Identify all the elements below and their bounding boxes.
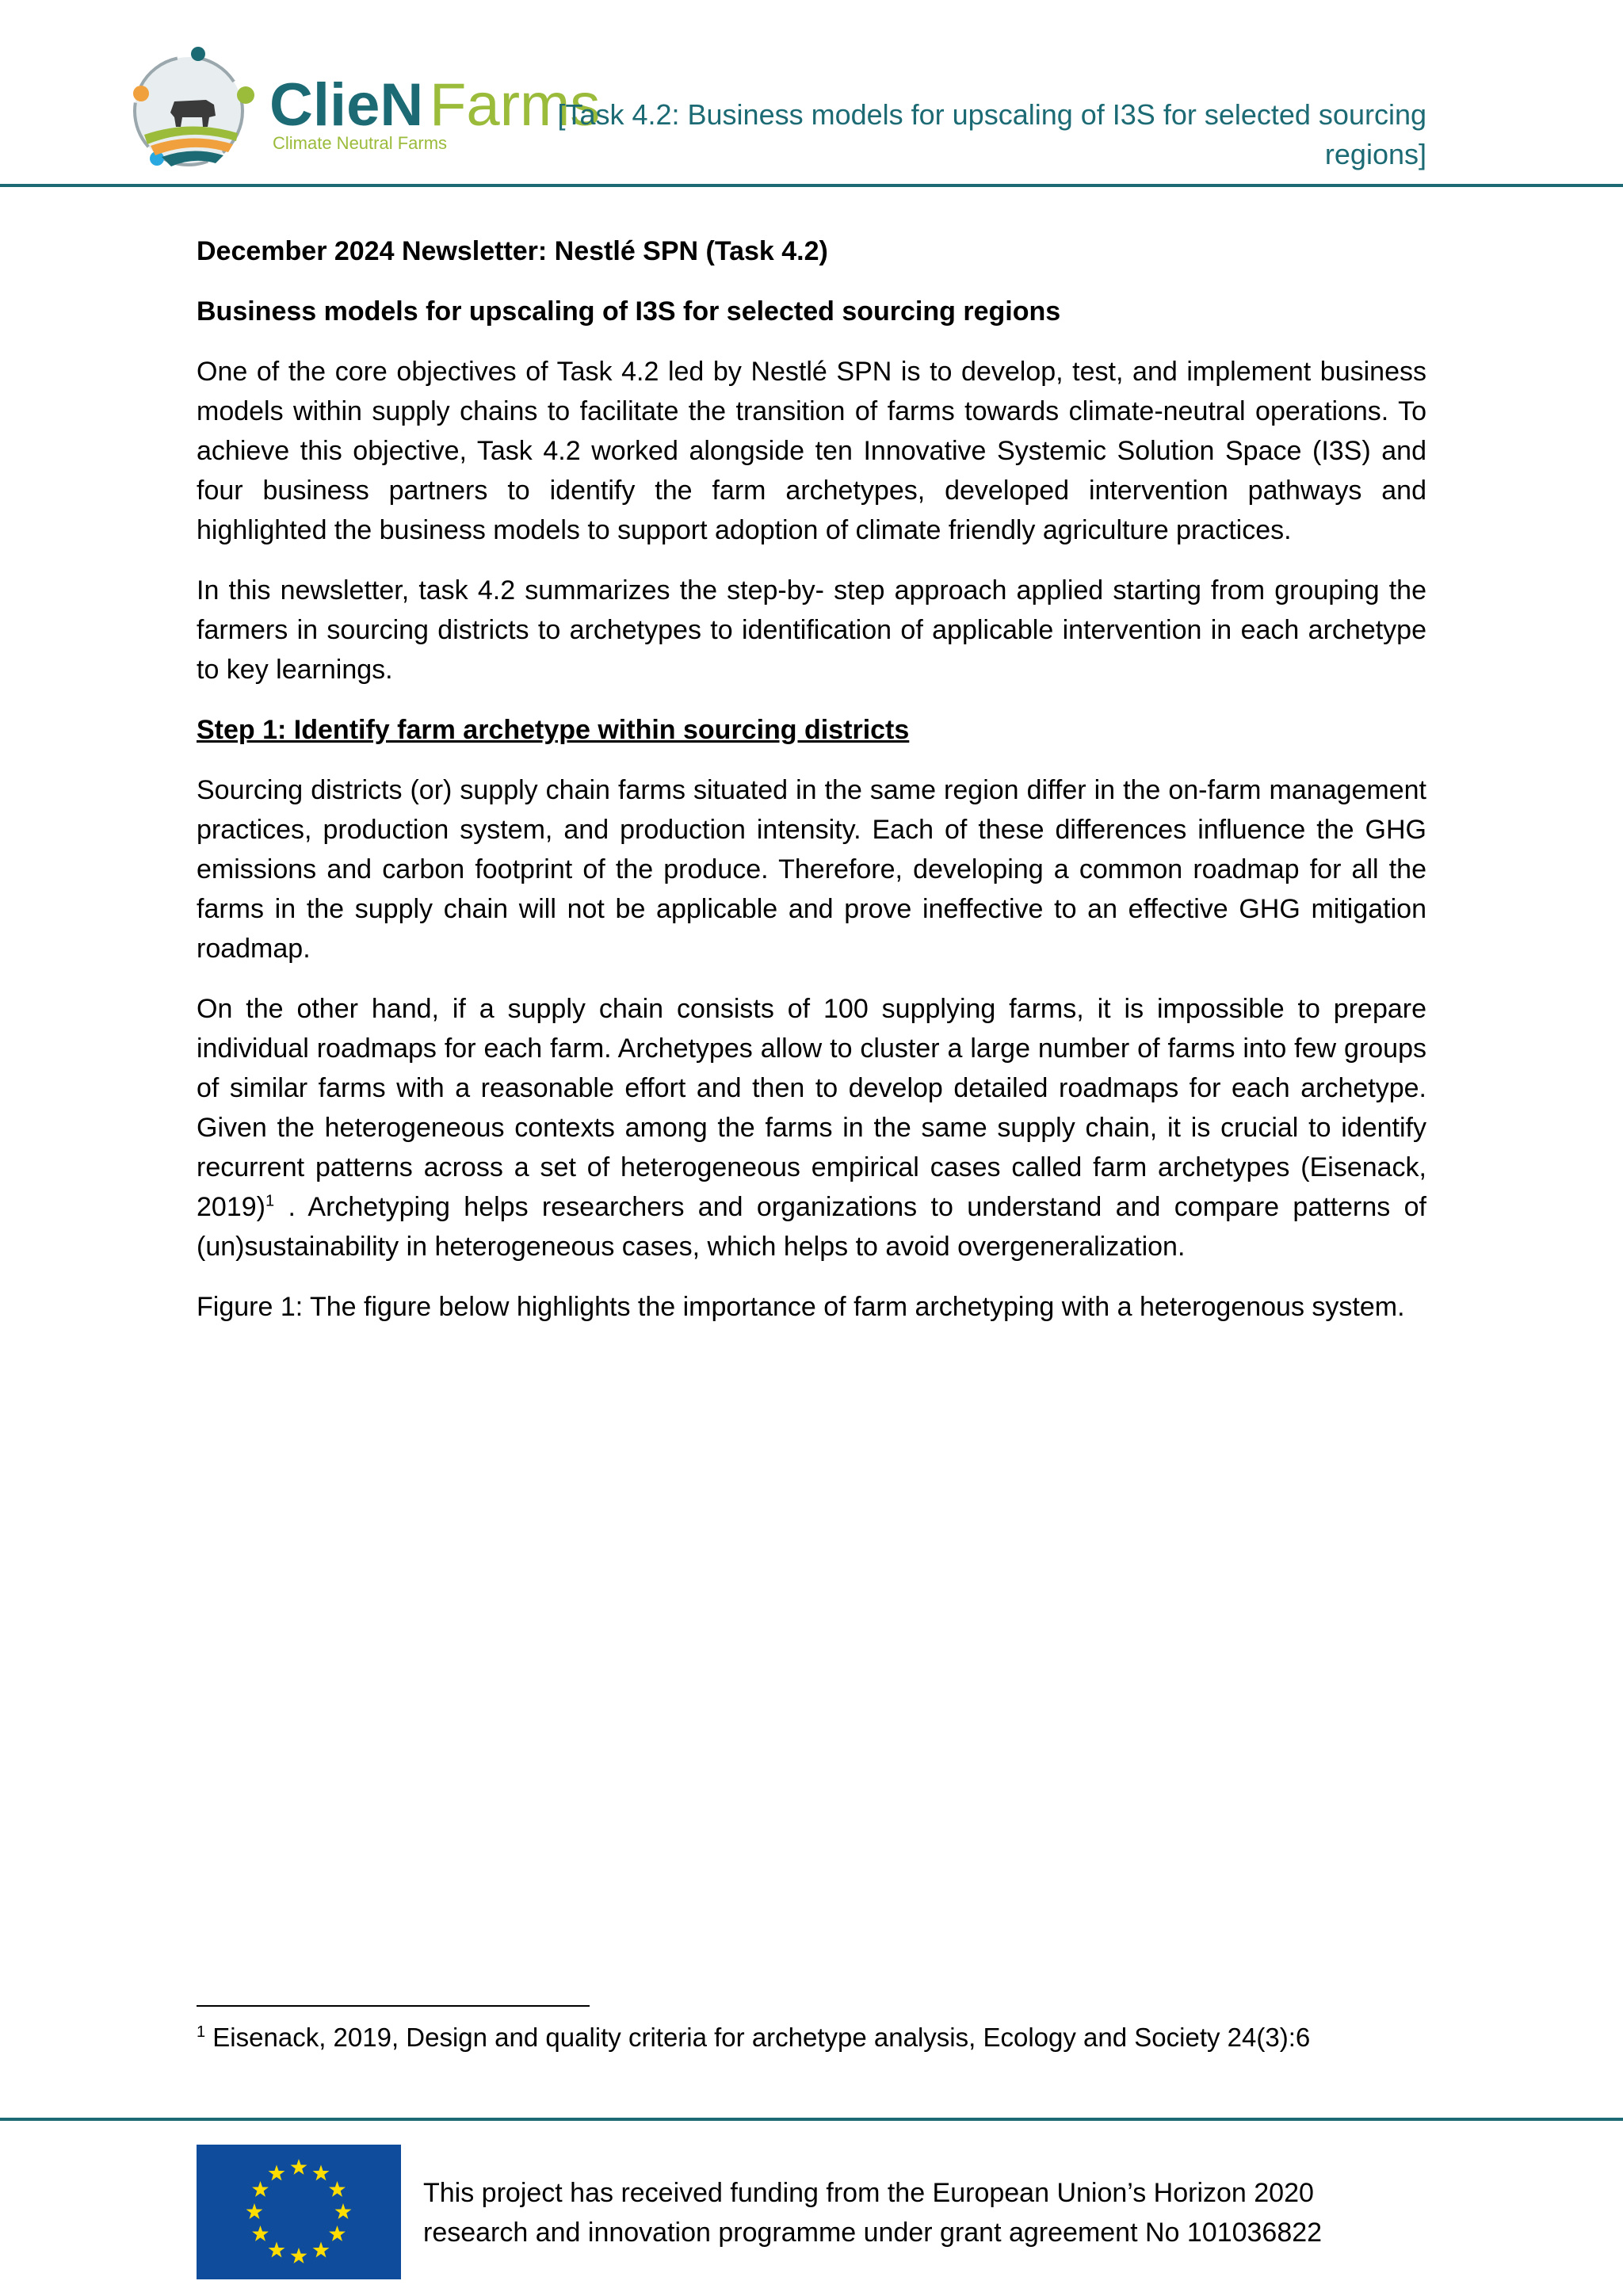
header-divider xyxy=(0,184,1623,187)
logo-brand-part2: Farms xyxy=(430,71,601,139)
paragraph-objectives: One of the core objectives of Task 4.2 led by Nestlé SPN is to develop, test, and implement business models within supply chains to facilitate the transition of farms towards climate-neutral operations. To achieve this objective, Task 4.2 worked alongside ten Innovative Systemic Solution Space (I3S) and four business partners to identify the farm archetypes, developed intervention pathways and highlighted the business models to support adoption of climate friendly agriculture practices. xyxy=(197,357,1426,545)
footnote-divider xyxy=(197,2005,590,2007)
funding-line-2: research and innovation programme under grant agreement No 101036822 xyxy=(423,2218,1323,2248)
paragraph-archetypes-part1: On the other hand, if a supply chain consists of 100 supplying farms, it is impossible to prepare individual roadmaps for each farm. Archetypes allow to cluster a large number of farms into few groups of similar farms with a reasonable effort and then to develop detailed roadmaps for each archetype. Given the heterogeneous contexts among the farms in the same supply chain, it is crucial to identify recurrent patterns across a set of heterogeneous empirical cases called farm archetypes (Eisenack, 2019) xyxy=(197,994,1426,1222)
logo-dot-right xyxy=(237,86,254,104)
page-header xyxy=(0,0,1623,187)
logo-dot-top xyxy=(191,47,205,61)
footnote-reference[interactable]: 1 xyxy=(265,1192,275,1210)
footnote-text: Eisenack, 2019, Design and quality criteria for archetype analysis, Ecology and Society 24(3):6 xyxy=(205,2023,1311,2052)
eu-flag-graphic xyxy=(197,2145,401,2279)
footnote-marker: 1 xyxy=(197,2023,206,2041)
paragraph-summary: In this newsletter, task 4.2 summarizes the step-by- step approach applied starting from grouping the farmers in sourcing districts to archetypes to identification of applicable intervention in each archetype to key learnings. xyxy=(197,575,1426,685)
section-subheading: Business models for upscaling of I3S for selected sourcing regions xyxy=(197,296,1061,327)
header-title: [Task 4.2: Business models for upscaling of I3S for selected sourcing regions] xyxy=(557,98,1426,170)
step1-heading: Step 1: Identify farm archetype within sourcing districts xyxy=(197,715,910,745)
footer-divider xyxy=(0,2118,1623,2121)
funding-statement xyxy=(423,2173,1374,2252)
paragraph-sourcing-districts: Sourcing districts (or) supply chain farms situated in the same region differ in the on-farm management practices, production system, and production intensity. Each of these differences influence the GHG emissions and carbon footprint of the produce. Therefore, developing a common roadmap for all the farms in the supply chain will not be applicable and prove ineffective to an effective GHG mitigation roadmap. xyxy=(197,775,1426,964)
clienfarms-logo xyxy=(127,40,601,178)
eu-flag-icon xyxy=(197,2145,401,2279)
paragraph-archetypes xyxy=(197,989,1426,1266)
figure-caption: Figure 1: The figure below highlights the importance of farm archetyping with a heterogenous system. xyxy=(197,1292,1405,1322)
paragraph-archetypes-part2: . Archetyping helps researchers and organizations to understand and compare patterns of (un)sustainability in heterogeneous cases, which helps to avoid overgeneralization. xyxy=(197,1192,1426,1262)
logo-dot-left xyxy=(133,86,149,101)
newsletter-heading: December 2024 Newsletter: Nestlé SPN (Task 4.2) xyxy=(197,236,828,266)
logo-brand-part1: ClieN xyxy=(269,71,424,139)
logo-tagline: Climate Neutral Farms xyxy=(273,133,448,153)
footnote xyxy=(197,2019,1426,2056)
main-content xyxy=(197,231,1426,1347)
funding-line-1: This project has received funding from the European Union’s Horizon 2020 xyxy=(423,2178,1314,2208)
logo-graphic xyxy=(127,40,601,178)
